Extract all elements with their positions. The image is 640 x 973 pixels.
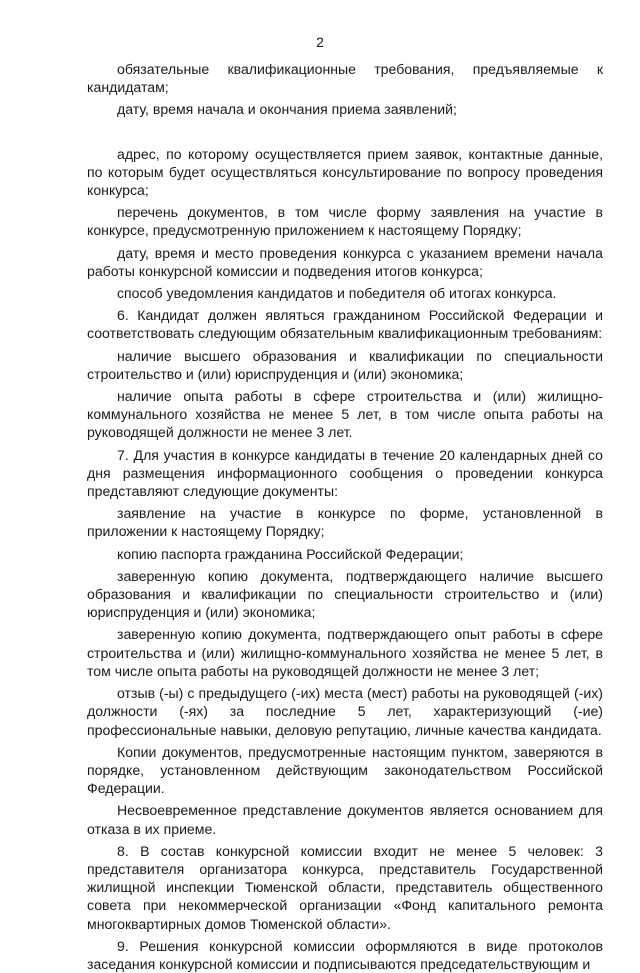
- paragraph: дату, время и место проведения конкурса с указанием времени начала работы конкурсной комиссии и подведения итогов конкурса;: [87, 244, 603, 279]
- paragraph: заявление на участие в конкурсе по форме, установленной в приложении к настоящему Порядку;: [87, 505, 603, 540]
- paragraph: 8. В состав конкурсной комиссии входит не менее 5 человек: 3 представителя организатора конкурса, представитель Государственной жилищной инспекции Тюменской области, представитель общественного совета при некоммерческой организации «Фонд капитального ремонта многоквартирных домов Тюменской области».: [87, 842, 603, 932]
- paragraph: копию паспорта гражданина Российской Федерации;: [117, 545, 464, 562]
- paragraph: Несвоевременное представление документов является основанием для отказа в их приеме.: [87, 802, 603, 837]
- paragraph: заверенную копию документа, подтверждающего наличие высшего образования и квалификации по специальности строительство и (или) юриспруденция и (или) экономика;: [87, 567, 603, 621]
- document-body: [87, 60, 603, 973]
- paragraph: наличие опыта работы в сфере строительства и (или) жилищно-коммунального хозяйства не менее 5 лет, в том числе опыта работы на руководящей должности не менее 3 лет.: [87, 388, 603, 441]
- paragraph: наличие высшего образования и квалификации по специальности строительство и (или) юриспруденция и (или) экономика;: [87, 347, 603, 382]
- paragraph: 6. Кандидат должен являться гражданином Российской Федерации и соответствовать следующим обязательным квалификационным требованиям:: [87, 307, 603, 342]
- paragraph: обязательные квалификационные требования, предъявляемые к кандидатам;: [87, 61, 603, 96]
- paragraph: перечень документов, в том числе форму заявления на участие в конкурсе, предусмотренную приложением к настоящему Порядку;: [87, 204, 603, 239]
- page-number: 2: [316, 34, 324, 50]
- paragraph: адрес, по которому осуществляется прием заявок, контактные данные, по которым будет осуществляться консультирование по вопросу проведения конкурса;: [87, 145, 603, 199]
- paragraph: 9. Решения конкурсной комиссии оформляются в виде протоколов заседания конкурсной комиссии и подписываются председательствующим и: [87, 937, 603, 972]
- paragraph: отзыв (-ы) с предыдущего (-их) места (мест) работы на руководящей (-их) должности (-ях) за последние 5 лет, характеризующий (-ие) профессиональные навыки, деловую репутацию, личные качества кандидата.: [87, 685, 603, 738]
- paragraph: Копии документов, предусмотренные настоящим пунктом, заверяются в порядке, установленном действующим законодательством Российской Федерации.: [87, 743, 603, 797]
- paragraph: способ уведомления кандидатов и победителя об итогах конкурса.: [117, 285, 557, 302]
- paragraph: дату, время начала и окончания приема заявлений;: [117, 101, 457, 118]
- paragraph: 7. Для участия в конкурсе кандидаты в течение 20 календарных дней со дня размещения информационного сообщения о проведении конкурса представляют следующие документы:: [87, 446, 603, 500]
- paragraph: заверенную копию документа, подтверждающего опыт работы в сфере строительства и (или) жилищно-коммунального хозяйства не менее 5 лет, в том числе опыта работы на руководящей должности не менее 3 лет;: [87, 626, 603, 679]
